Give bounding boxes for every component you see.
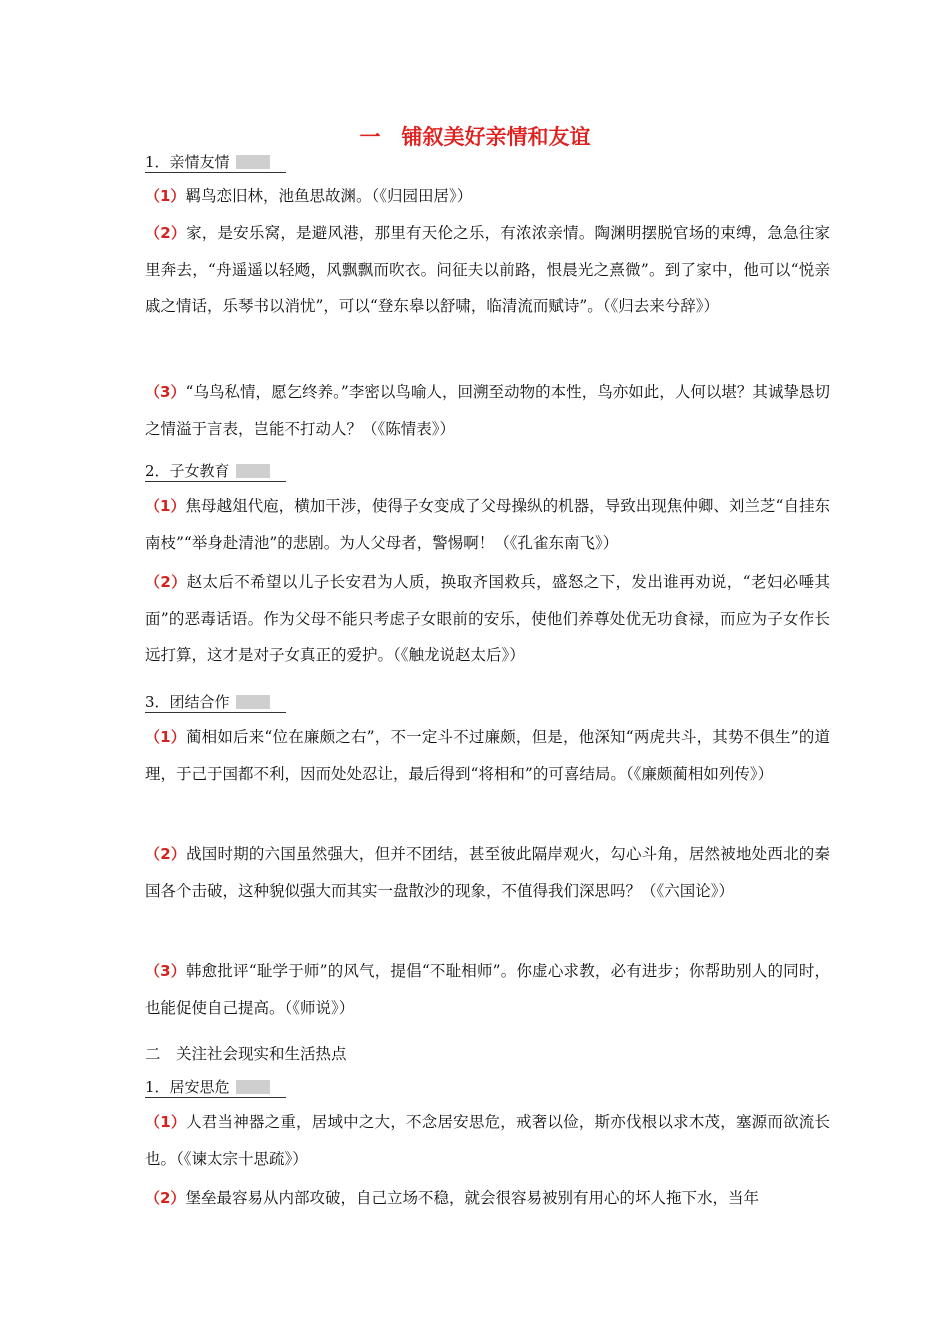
paragraph-1-3: （3）“乌鸟私情，愿乞终养。”李密以鸟喻人，回溯至动物的本性，鸟亦如此，人何以堪？其诚挚恳切之情溢于言表，岂能不打动人？（《陈情表》） [145,383,831,438]
paragraph-3-1: （1）蔺相如后来“位在廉颇之右”，不一定斗不过廉颇，但是，他深知“两虎共斗，其势不俱生”的道理，于己于国都不利，因而处处忍让，最后得到“将相和”的可喜结局。（《廉颇蔺相如列传》） [145,728,831,783]
section-heading-child-education: 2．子女教育 [145,461,286,482]
paragraph-p2-2: （2）堡垒最容易从内部攻破，自己立场不稳，就会很容易被别有用心的坏人拖下水，当年 [145,1189,759,1207]
paragraph-1-1: （1）羁鸟恋旧林，池鱼思故渊。（《归园田居》） [145,187,473,205]
heading-shade [236,155,270,169]
heading-shade [236,1080,270,1094]
paragraph-p2-1: （1）人君当神器之重，居域中之大，不念居安思危，戒奢以俭，斯亦伐根以求木茂，塞源而欲流长也。（《谏太宗十思疏》） [145,1113,830,1168]
document-title: 一 铺叙美好亲情和友谊 [359,125,591,149]
section-heading-family-friendship: 1．亲情友情 [145,152,286,173]
part-two-title: 二 关注社会现实和生活热点 [145,1045,347,1063]
section-heading-cooperation: 3．团结合作 [145,692,286,713]
paragraph-2-2: （2）赵太后不希望以儿子长安君为人质，换取齐国救兵，盛怒之下，发出谁再劝说，“老妇必唾其面”的恶毒话语。作为父母不能只考虑子女眼前的安乐，使他们养尊处优无功食禄，而应为子女作长远打算，这才是对子女真正的爱护。（《触龙说赵太后》） [145,573,831,664]
paragraph-3-3: （3）韩愈批评“耻学于师”的风气，提倡“不耻相师”。你虚心求教，必有进步；你帮助别人的同时，也能促使自己提高。（《师说》） [145,962,831,1017]
section-heading-prepare-danger: 1．居安思危 [145,1077,286,1098]
heading-shade [236,464,270,478]
paragraph-1-2: （2）家，是安乐窝，是避风港，那里有天伦之乐，有浓浓亲情。陶渊明摆脱官场的束缚，急急往家里奔去，“舟遥遥以轻飏，风飘飘而吹衣。问征夫以前路，恨晨光之熹微”。到了家中，他可以“悦亲戚之情话，乐琴书以消忧”，可以“登东皋以舒啸，临清流而赋诗”。（《归去来兮辞》） [145,224,830,315]
heading-shade [236,695,270,709]
paragraph-3-2: （2）战国时期的六国虽然强大，但并不团结，甚至彼此隔岸观火，勾心斗角，居然被地处西北的秦国各个击破，这种貌似强大而其实一盘散沙的现象，不值得我们深思吗？（《六国论》） [145,845,830,900]
paragraph-2-1: （1）焦母越俎代庖，横加干涉，使得子女变成了父母操纵的机器，导致出现焦仲卿、刘兰芝“自挂东南枝”“举身赴清池”的悲剧。为人父母者，警惕啊！（《孔雀东南飞》） [145,497,830,552]
